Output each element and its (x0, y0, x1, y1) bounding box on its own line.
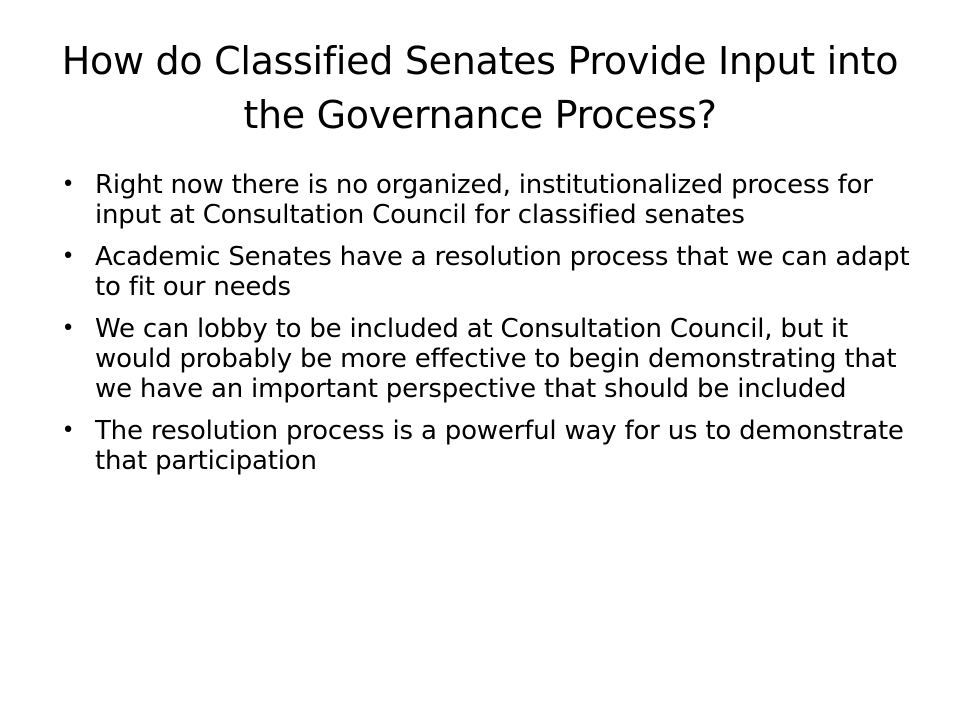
bullet-icon: • (61, 244, 75, 269)
bullet-icon: • (61, 172, 75, 197)
bullet-text-3: We can lobby to be included at Consultation Council, but it would probably be more effective to begin demonstrating that we have an important perspective that should be included (95, 314, 897, 404)
bullet-text-4: The resolution process is a powerful way for us to demonstrate that participation (95, 416, 904, 476)
bullet-item-3 (58, 314, 918, 404)
bullet-text-2: Academic Senates have a resolution process that we can adapt to fit our needs (95, 242, 910, 302)
bullet-icon: • (61, 418, 75, 443)
bullet-icon: • (61, 316, 75, 341)
bullet-text-1: Right now there is no organized, institutionalized process for input at Consultation Council for classified senates (95, 170, 873, 230)
bullet-item-1 (58, 170, 918, 230)
bullet-item-2 (58, 242, 918, 302)
bullet-list (58, 170, 918, 488)
bullet-item-4 (58, 416, 918, 476)
slide-title: How do Classified Senates Provide Input into the Governance Process? (61, 39, 899, 137)
